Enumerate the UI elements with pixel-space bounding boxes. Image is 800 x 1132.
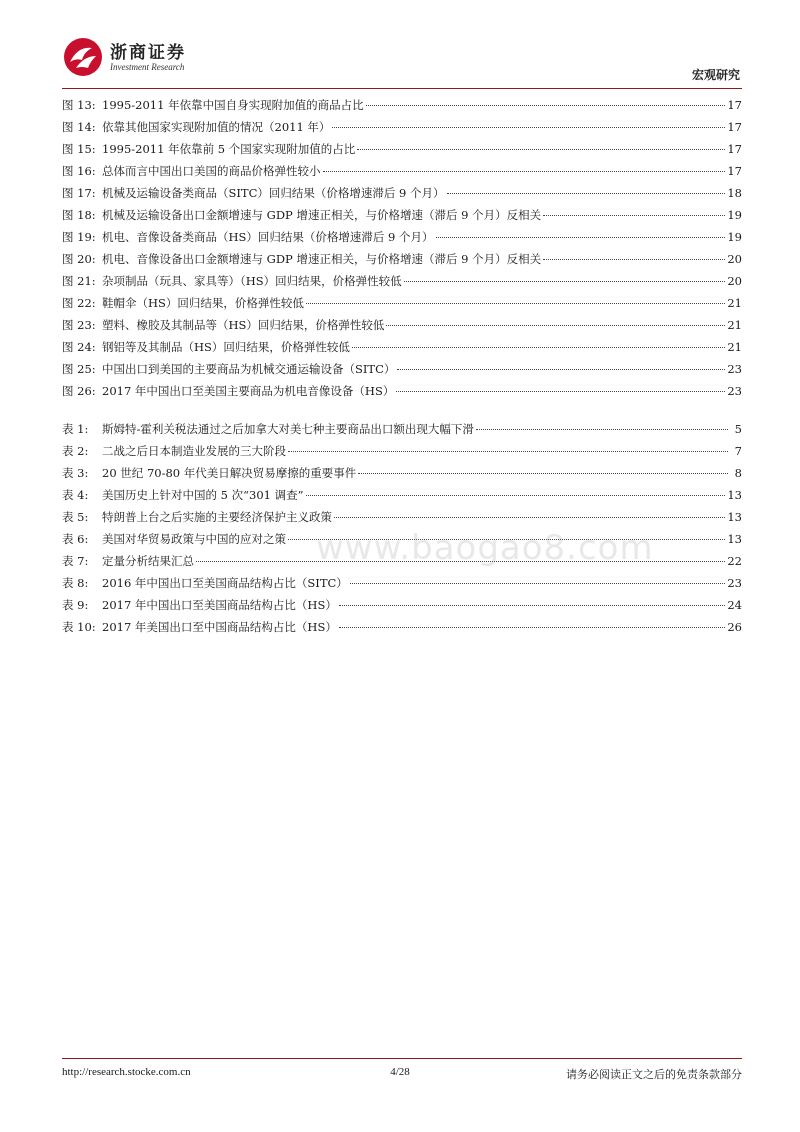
table-entry[interactable] [62, 487, 742, 509]
table-entry[interactable] [62, 421, 742, 443]
table-page: 24 [727, 598, 742, 612]
leader-dots [358, 472, 728, 474]
figure-title: 中国出口到美国的主要商品为机械交通运输设备（SITC） [102, 362, 396, 376]
table-label: 表 7: [62, 554, 89, 568]
figure-entry[interactable] [62, 207, 742, 229]
leader-dots [386, 324, 725, 326]
figure-entry[interactable] [62, 163, 742, 185]
figure-page: 17 [727, 120, 742, 134]
leader-dots [543, 258, 725, 260]
figure-page: 21 [727, 318, 742, 332]
table-entry[interactable] [62, 575, 742, 597]
table-title: 美国对华贸易政策与中国的应对之策 [102, 532, 286, 546]
table-label: 表 6: [62, 532, 89, 546]
table-title: 美国历史上针对中国的 5 次“301 调查” [102, 488, 304, 502]
figure-page: 23 [727, 362, 742, 376]
figure-title: 机电、音像设备出口金额增速与 GDP 增速正相关，与价格增速（滞后 9 个月）反相关 [102, 252, 542, 266]
leader-dots [366, 104, 726, 106]
leader-dots [543, 214, 725, 216]
header-divider [62, 88, 742, 89]
figure-entry[interactable] [62, 339, 742, 361]
figure-label: 图 25: [62, 362, 96, 376]
leader-dots [334, 516, 725, 518]
figure-title: 杂项制品（玩具、家具等）（HS）回归结果，价格弹性较低 [102, 274, 402, 288]
figure-page: 19 [727, 230, 742, 244]
leader-dots [288, 450, 728, 452]
figure-page: 17 [727, 142, 742, 156]
table-title: 定量分析结果汇总 [102, 554, 194, 568]
figure-title: 1995-2011 年依靠前 5 个国家实现附加值的占比 [102, 142, 356, 156]
figure-entry[interactable] [62, 295, 742, 317]
figure-title: 机械及运输设备类商品（SITC）回归结果（价格增速滞后 9 个月） [102, 186, 445, 200]
figure-title: 2017 年中国出口至美国主要商品为机电音像设备（HS） [102, 384, 395, 398]
table-label: 表 3: [62, 466, 89, 480]
table-page: 26 [727, 620, 742, 634]
watermark: www.baogao8.com [316, 528, 654, 568]
leader-dots [332, 126, 725, 128]
table-title: 2016 年中国出口至美国商品结构占比（SITC） [102, 576, 348, 590]
company-name-en: Investment Research [110, 62, 185, 72]
figure-label: 图 21: [62, 274, 96, 288]
leader-dots [306, 494, 726, 496]
figure-title: 依靠其他国家实现附加值的情况（2011 年） [102, 120, 331, 134]
table-entry[interactable] [62, 443, 742, 465]
table-label: 表 1: [62, 422, 89, 436]
table-title: 20 世纪 70-80 年代美日解决贸易摩擦的重要事件 [102, 466, 357, 480]
table-title: 2017 年美国出口至中国商品结构占比（HS） [102, 620, 337, 634]
figure-label: 图 15: [62, 142, 96, 156]
table-page: 13 [727, 532, 742, 546]
leader-dots [350, 582, 726, 584]
leader-dots [339, 626, 726, 628]
table-page: 5 [734, 422, 742, 436]
company-logo-icon [62, 36, 104, 78]
figure-title: 机械及运输设备出口金额增速与 GDP 增速正相关，与价格增速（滞后 9 个月）反相关 [102, 208, 542, 222]
figure-label: 图 23: [62, 318, 96, 332]
table-label: 表 9: [62, 598, 89, 612]
figure-label: 图 26: [62, 384, 96, 398]
leader-dots [404, 280, 726, 282]
table-title: 2017 年中国出口至美国商品结构占比（HS） [102, 598, 337, 612]
figure-entry[interactable] [62, 317, 742, 339]
table-page: 13 [727, 510, 742, 524]
table-entry[interactable] [62, 619, 742, 641]
leader-dots [306, 302, 725, 304]
table-label: 表 8: [62, 576, 89, 590]
figure-entry[interactable] [62, 361, 742, 383]
leader-dots [476, 428, 728, 430]
figure-page: 23 [727, 384, 742, 398]
table-title: 特朗普上台之后实施的主要经济保护主义政策 [102, 510, 332, 524]
table-page: 7 [734, 444, 742, 458]
figure-title: 总体而言中国出口美国的商品价格弹性较小 [102, 164, 321, 178]
figure-title: 钢铝等及其制品（HS）回归结果，价格弹性较低 [102, 340, 350, 354]
section-title: 宏观研究 [691, 68, 740, 82]
figure-label: 图 18: [62, 208, 96, 222]
footer-divider [62, 1058, 742, 1059]
leader-dots [397, 368, 725, 370]
figure-label: 图 13: [62, 98, 96, 112]
figure-label: 图 20: [62, 252, 96, 266]
footer-url[interactable]: http://research.stocke.com.cn [62, 1066, 191, 1078]
footer-disclaimer: 请务必阅读正文之后的免责条款部分 [566, 1068, 742, 1081]
figure-title: 塑料、橡胶及其制品等（HS）回归结果，价格弹性较低 [102, 318, 385, 332]
figure-label: 图 16: [62, 164, 96, 178]
table-label: 表 10: [62, 620, 96, 634]
figure-page: 17 [727, 98, 742, 112]
figure-label: 图 22: [62, 296, 96, 310]
figure-title: 鞋帽伞（HS）回归结果，价格弹性较低 [102, 296, 304, 310]
figure-page: 20 [727, 274, 742, 288]
leader-dots [352, 346, 725, 348]
table-page: 22 [727, 554, 742, 568]
figure-index [62, 97, 742, 405]
table-title: 二战之后日本制造业发展的三大阶段 [102, 444, 286, 458]
leader-dots [396, 390, 725, 392]
leader-dots [436, 236, 726, 238]
figure-title: 1995-2011 年依靠中国自身实现附加值的商品占比 [102, 98, 364, 112]
leader-dots [339, 604, 726, 606]
table-title: 斯姆特-霍利关税法通过之后加拿大对美七种主要商品出口额出现大幅下滑 [102, 422, 474, 436]
figure-entry[interactable] [62, 273, 742, 295]
figure-entry[interactable] [62, 141, 742, 163]
table-label: 表 4: [62, 488, 89, 502]
figure-label: 图 14: [62, 120, 96, 134]
figure-page: 20 [727, 252, 742, 266]
table-label: 表 2: [62, 444, 89, 458]
leader-dots [357, 148, 725, 150]
figure-title: 机电、音像设备类商品（HS）回归结果（价格增速滞后 9 个月） [102, 230, 434, 244]
table-entry[interactable] [62, 465, 742, 487]
figure-entry[interactable] [62, 119, 742, 141]
page-header [62, 32, 742, 86]
figure-entry[interactable] [62, 229, 742, 251]
leader-dots [447, 192, 726, 194]
page-number: 4/28 [390, 1066, 410, 1078]
figure-page: 19 [727, 208, 742, 222]
figure-entry[interactable] [62, 251, 742, 273]
table-label: 表 5: [62, 510, 89, 524]
company-name-cn: 浙商证券 [110, 43, 186, 63]
figure-label: 图 19: [62, 230, 96, 244]
figure-entry[interactable] [62, 185, 742, 207]
figure-page: 17 [727, 164, 742, 178]
table-entry[interactable] [62, 597, 742, 619]
figure-page: 21 [727, 340, 742, 354]
figure-entry[interactable] [62, 383, 742, 405]
figure-label: 图 24: [62, 340, 96, 354]
figure-label: 图 17: [62, 186, 96, 200]
figure-page: 18 [727, 186, 742, 200]
table-page: 8 [734, 466, 742, 480]
figure-page: 21 [727, 296, 742, 310]
leader-dots [323, 170, 726, 172]
table-page: 13 [727, 488, 742, 502]
table-page: 23 [727, 576, 742, 590]
figure-entry[interactable] [62, 97, 742, 119]
